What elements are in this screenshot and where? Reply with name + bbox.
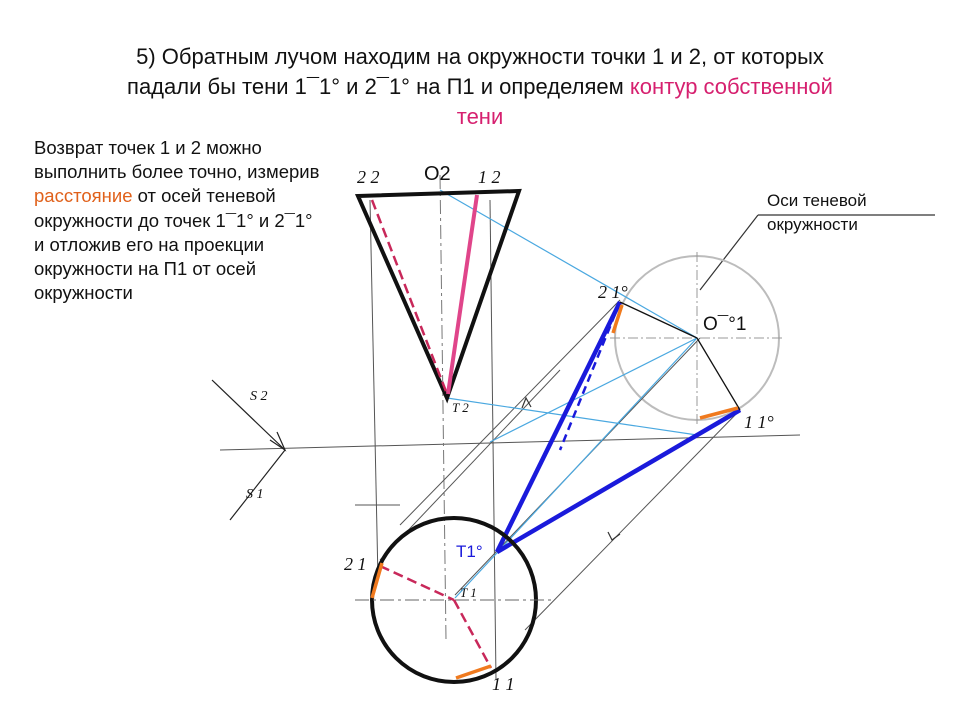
ray-parallel-3	[525, 410, 740, 630]
side-note-text-2: от осей теневой окружности до точек 1¯1° и 2¯1° и отложив его на проекции окружности на П1 от осей окружности	[34, 185, 313, 304]
label-o2: O2	[424, 163, 451, 185]
shadow-radius-2	[620, 302, 697, 338]
construction-o2-o1	[440, 190, 697, 338]
label-2-2: 2 2	[357, 167, 380, 187]
title-highlight-contour: контур собственной	[629, 74, 833, 99]
ray-arrow-mark-2	[608, 532, 620, 540]
legend-line-1: Оси теневой	[767, 191, 867, 210]
construction-line-4	[455, 338, 697, 598]
label-o1-shadow: O¯°1	[703, 314, 747, 335]
label-1-2: 1 2	[478, 167, 501, 187]
title-line-3: тени	[456, 104, 504, 129]
side-note-highlight: расстояние	[34, 185, 133, 207]
cone-axis-vertical	[440, 175, 446, 640]
label-t1: T 1	[460, 585, 477, 600]
label-s1: S 1	[246, 487, 264, 502]
ray-s1	[230, 450, 285, 520]
ray-parallel-1	[400, 300, 620, 525]
projection-line-left	[370, 200, 378, 580]
label-t1-shadow: T1°	[456, 542, 483, 561]
label-s2: S 2	[250, 389, 268, 404]
shadow-radius-1	[697, 338, 740, 410]
generatrix-2-horizontal	[380, 566, 454, 600]
ray-s2	[212, 380, 285, 450]
title-line-1: 5) Обратным лучом находим на окружности точки 1 и 2, от которых	[136, 44, 824, 69]
label-1-1-shadow: 1 1°	[744, 412, 774, 432]
label-t2: T 2	[452, 400, 469, 415]
legend-line-2: окружности	[767, 215, 858, 234]
generatrix-1-horizontal	[454, 600, 491, 668]
generatrix-1-frontal	[448, 195, 477, 394]
label-1-1: 1 1	[492, 674, 515, 694]
legend-leader-line	[700, 215, 758, 290]
side-note-text-1: Возврат точек 1 и 2 можно выполнить более точно, измерив	[34, 137, 320, 183]
label-2-1-shadow: 2 1°	[598, 282, 628, 302]
generatrix-2-frontal	[372, 200, 447, 394]
label-2-1: 2 1	[344, 554, 367, 574]
title-line-2-text: падали бы тени 1¯1° и 2¯1° на П1 и определяем	[127, 74, 630, 99]
